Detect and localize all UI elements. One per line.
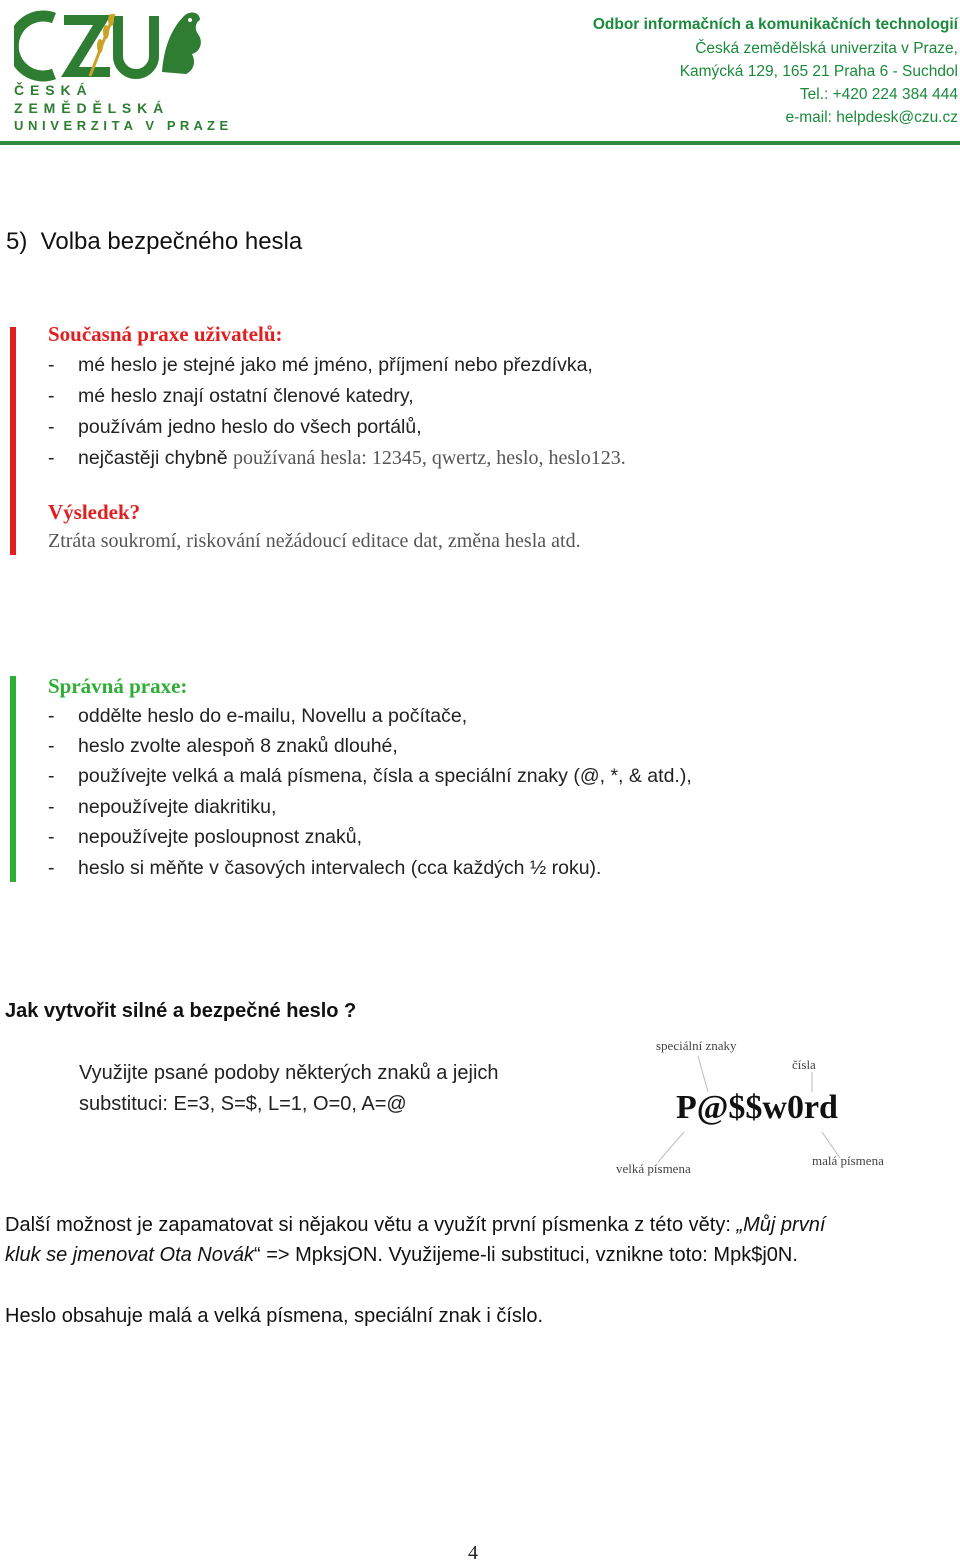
dash: -: [48, 354, 55, 376]
section-title: 5) Volba bezpečného hesla: [6, 228, 303, 255]
list-item: [48, 735, 398, 758]
sentence-quote-part2: kluk se jmenovat Ota Novák: [5, 1244, 254, 1266]
list-item-text: heslo si měňte v časových intervalech (cca každých ½ roku).: [78, 857, 602, 879]
czu-logo: [14, 6, 229, 134]
dash: -: [48, 826, 55, 848]
list-item-text: mé heslo znají ostatní členové katedry,: [78, 385, 414, 407]
dash: -: [48, 765, 55, 787]
list-item: [48, 796, 276, 819]
sentence-method-line2: [5, 1244, 798, 1267]
success-bar: [10, 676, 16, 882]
result-heading: Výsledek?: [48, 500, 141, 524]
label-special-chars: speciální znaky: [656, 1038, 737, 1053]
conclusion-text: Heslo obsahuje malá a velká písmena, speciální znak i číslo.: [5, 1305, 544, 1327]
logo-line-2: Z E M Ě D Ě L S K Á: [14, 100, 165, 116]
dash: -: [48, 416, 55, 438]
label-lowercase: malá písmena: [812, 1153, 884, 1168]
substitution-text-line2: substituci: E=3, S=$, L=1, O=0, A=@: [79, 1093, 407, 1115]
list-item: [48, 354, 593, 377]
dash: -: [48, 385, 55, 407]
list-item: [48, 416, 422, 439]
list-item: [48, 826, 362, 849]
sentence-method-line1: [5, 1214, 825, 1237]
list-item-text: používejte velká a malá písmena, čísla a speciální znaky (@, *, & atd.),: [78, 765, 692, 787]
logo-line-3: U N I V E R Z I T A V P R A Z E: [14, 118, 229, 133]
sentence-text: Další možnost je zapamatovat si nějakou větu a využít první písmenka z této věty:: [5, 1214, 737, 1236]
page-number: 4: [468, 1542, 478, 1564]
result-text: Ztráta soukromí, riskování nežádoucí editace dat, změna hesla atd.: [48, 530, 581, 552]
list-item-text: používám jedno heslo do všech portálů,: [78, 416, 422, 438]
dash: -: [48, 447, 55, 469]
pointer-special: [698, 1056, 708, 1092]
dash: -: [48, 735, 55, 757]
warning-bar: [10, 327, 16, 555]
dash: -: [48, 796, 55, 818]
dash: -: [48, 857, 55, 879]
list-item-text: nepoužívejte posloupnost znaků,: [78, 826, 363, 848]
list-item-text-suffix: používaná hesla: 12345, qwertz, heslo, heslo123.: [233, 447, 626, 469]
list-item-text: mé heslo je stejné jako mé jméno, příjmení nebo přezdívka,: [78, 354, 593, 376]
list-item: [48, 765, 692, 788]
list-item: [48, 385, 414, 408]
dash: -: [48, 705, 55, 727]
org-name: Odbor informačních a komunikačních technologií: [592, 16, 958, 33]
password-diagram: [600, 1036, 900, 1181]
how-to-heading: Jak vytvořit silné a bezpečné heslo ?: [5, 1000, 357, 1022]
pointer-uppercase: [658, 1132, 684, 1162]
org-university: Česká zemědělská univerzita v Praze,: [695, 40, 958, 57]
label-uppercase: velká písmena: [616, 1161, 691, 1176]
label-digits: čísla: [792, 1057, 816, 1072]
header-divider: [0, 141, 960, 145]
list-item-text: nepoužívejte diakritiku,: [78, 796, 277, 818]
substitution-text-line1: Využijte psané podoby některých znaků a jejich: [79, 1062, 499, 1084]
list-item: [48, 705, 467, 728]
current-practice-heading: Současná praxe uživatelů:: [48, 322, 283, 346]
org-address: Kamýcká 129, 165 21 Praha 6 - Suchdol: [679, 63, 958, 80]
list-item: [48, 857, 601, 880]
list-item-text-prefix: nejčastěji chybně: [78, 447, 234, 469]
org-email[interactable]: e-mail: helpdesk@czu.cz: [785, 109, 958, 126]
list-item-text: heslo zvolte alespoň 8 znaků dlouhé,: [78, 735, 398, 757]
correct-practice-heading: Správná praxe:: [48, 674, 188, 698]
org-phone: Tel.: +420 224 384 444: [799, 86, 958, 103]
password-example: P@$$w0rd: [676, 1089, 838, 1126]
sentence-quote-part1: „Můj první: [736, 1214, 826, 1236]
logo-line-1: Č E S K Á: [14, 82, 88, 98]
list-item-text: oddělte heslo do e-mailu, Novellu a počítače,: [78, 705, 468, 727]
sentence-result-text: “ => MpksjON. Využijeme-li substituci, vznikne toto: Mpk$j0N.: [254, 1244, 798, 1266]
list-item: [48, 447, 626, 470]
